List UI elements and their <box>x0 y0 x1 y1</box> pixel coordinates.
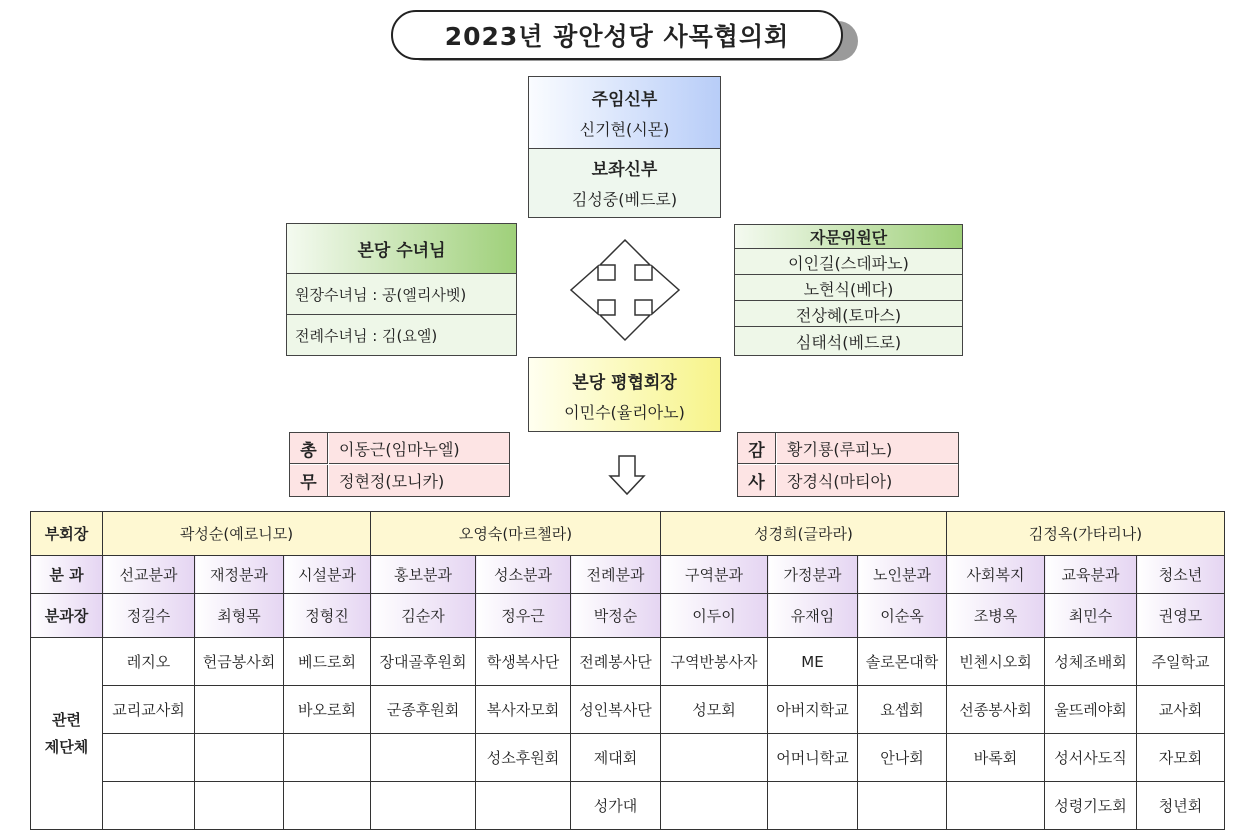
org-cell: 바록회 <box>947 734 1045 782</box>
org-cell: 빈첸시오회 <box>947 638 1045 686</box>
org-cell: 교사회 <box>1137 686 1225 734</box>
department: 사회복지 <box>947 556 1045 594</box>
org-cell: 레지오 <box>103 638 195 686</box>
priest-name: 신기현(시몬) <box>579 119 670 139</box>
department-head: 조병옥 <box>947 594 1045 638</box>
department-head: 정길수 <box>103 594 195 638</box>
org-label <box>31 638 103 830</box>
general-affairs-member: 정현정(모니카) <box>329 465 509 496</box>
org-cell <box>661 782 768 830</box>
audit-label: 사 <box>738 465 776 496</box>
department-head: 정형진 <box>284 594 371 638</box>
head-label: 분과장 <box>31 594 103 638</box>
department-head: 최형목 <box>195 594 284 638</box>
org-cell: 안나회 <box>858 734 947 782</box>
department-head: 최민수 <box>1045 594 1137 638</box>
org-cell: 솔로몬대학 <box>858 638 947 686</box>
vice-president: 성경희(글라라) <box>661 512 947 556</box>
priest-box <box>528 76 721 218</box>
audit-member: 장경식(마티아) <box>777 465 958 496</box>
general-affairs-box <box>289 432 510 497</box>
general-affairs-member: 이동근(임마누엘) <box>329 433 509 464</box>
org-cell: 교리교사회 <box>103 686 195 734</box>
org-cell: 성서사도직 <box>1045 734 1137 782</box>
org-cell <box>947 782 1045 830</box>
department-head: 박정순 <box>571 594 661 638</box>
assistant-priest-section <box>529 149 720 217</box>
org-row <box>31 734 1225 782</box>
org-row <box>31 638 1225 686</box>
sisters-title: 본당 수녀님 <box>287 224 516 274</box>
audit-label: 감 <box>738 433 776 464</box>
head-row <box>31 594 1225 638</box>
department-head: 이순옥 <box>858 594 947 638</box>
department: 가정분과 <box>768 556 858 594</box>
department: 노인분과 <box>858 556 947 594</box>
advisory-member: 전상혜(토마스) <box>735 302 962 327</box>
org-cell: 성인복사단 <box>571 686 661 734</box>
org-cell: 성소후원회 <box>476 734 571 782</box>
priest-title: 주임신부 <box>591 89 658 110</box>
org-cell <box>195 782 284 830</box>
org-row <box>31 782 1225 830</box>
org-cell <box>103 782 195 830</box>
department-head: 정우근 <box>476 594 571 638</box>
dept-label: 분 과 <box>31 556 103 594</box>
org-cell: 군종후원회 <box>371 686 476 734</box>
four-way-arrow-icon <box>568 238 682 342</box>
vice-president: 김정옥(가타리나) <box>947 512 1225 556</box>
department: 성소분과 <box>476 556 571 594</box>
president-name: 이민수(율리아노) <box>564 402 685 422</box>
org-cell <box>858 782 947 830</box>
sister-row: 원장수녀님 : 공(엘리사벳) <box>287 275 516 315</box>
org-table <box>30 511 1225 830</box>
department: 교육분과 <box>1045 556 1137 594</box>
advisory-box <box>734 224 963 356</box>
org-cell <box>371 782 476 830</box>
down-arrow-icon <box>607 454 647 496</box>
advisory-title: 자문위원단 <box>735 225 962 249</box>
priest-section <box>529 77 720 148</box>
org-cell: 주일학교 <box>1137 638 1225 686</box>
org-cell: 어머니학교 <box>768 734 858 782</box>
department-head: 유재임 <box>768 594 858 638</box>
general-affairs-label: 총 <box>290 433 328 464</box>
org-cell: 학생복사단 <box>476 638 571 686</box>
audit-member: 황기룡(루피노) <box>777 433 958 464</box>
president-box <box>528 357 721 432</box>
org-cell <box>371 734 476 782</box>
advisory-member: 이인길(스데파노) <box>735 250 962 275</box>
general-affairs-label: 무 <box>290 465 328 496</box>
org-cell: 성가대 <box>571 782 661 830</box>
org-cell: 성모회 <box>661 686 768 734</box>
org-cell: 베드로회 <box>284 638 371 686</box>
vp-label: 부회장 <box>31 512 103 556</box>
vice-president: 오영숙(마르첼라) <box>371 512 661 556</box>
vp-row <box>31 512 1225 556</box>
department-head: 김순자 <box>371 594 476 638</box>
assistant-priest-name: 김성중(베드로) <box>571 189 678 209</box>
org-cell: 자모회 <box>1137 734 1225 782</box>
org-cell: 청년회 <box>1137 782 1225 830</box>
org-cell: 바오로회 <box>284 686 371 734</box>
department-head: 권영모 <box>1137 594 1225 638</box>
org-cell: 복사자모회 <box>476 686 571 734</box>
department-head: 이두이 <box>661 594 768 638</box>
org-cell <box>661 734 768 782</box>
org-cell: 전례봉사단 <box>571 638 661 686</box>
department: 재정분과 <box>195 556 284 594</box>
org-cell: 요셉회 <box>858 686 947 734</box>
sisters-box <box>286 223 517 356</box>
advisory-member: 심태석(베드로) <box>795 333 902 352</box>
president-title: 본당 평협회장 <box>572 372 677 393</box>
org-cell: 울뜨레야회 <box>1045 686 1137 734</box>
org-label-line: 관련 <box>52 710 81 729</box>
org-cell <box>768 782 858 830</box>
page-title: 2023년 광안성당 사목협의회 <box>391 10 843 60</box>
org-cell <box>195 734 284 782</box>
org-cell <box>284 782 371 830</box>
org-cell: 제대회 <box>571 734 661 782</box>
org-cell: 성령기도회 <box>1045 782 1137 830</box>
org-cell: 아버지학교 <box>768 686 858 734</box>
org-label-line: 제단체 <box>44 737 89 756</box>
department: 전례분과 <box>571 556 661 594</box>
assistant-priest-title: 보좌신부 <box>591 159 658 180</box>
dept-row <box>31 556 1225 594</box>
org-cell: 선종봉사회 <box>947 686 1045 734</box>
department: 홍보분과 <box>371 556 476 594</box>
department: 선교분과 <box>103 556 195 594</box>
org-cell: 성체조배회 <box>1045 638 1137 686</box>
org-row <box>31 686 1225 734</box>
org-cell <box>284 734 371 782</box>
org-cell: 헌금봉사회 <box>195 638 284 686</box>
sister-row: 전례수녀님 : 김(요엘) <box>295 327 438 345</box>
org-cell <box>103 734 195 782</box>
department: 청소년 <box>1137 556 1225 594</box>
org-cell <box>476 782 571 830</box>
audit-box <box>737 432 959 497</box>
advisory-member: 노현식(베다) <box>735 276 962 301</box>
org-cell <box>195 686 284 734</box>
department: 시설분과 <box>284 556 371 594</box>
department: 구역분과 <box>661 556 768 594</box>
vice-president: 곽성순(예로니모) <box>103 512 371 556</box>
org-cell: 구역반봉사자 <box>661 638 768 686</box>
org-cell: 장대골후원회 <box>371 638 476 686</box>
org-cell: ME <box>768 638 858 686</box>
